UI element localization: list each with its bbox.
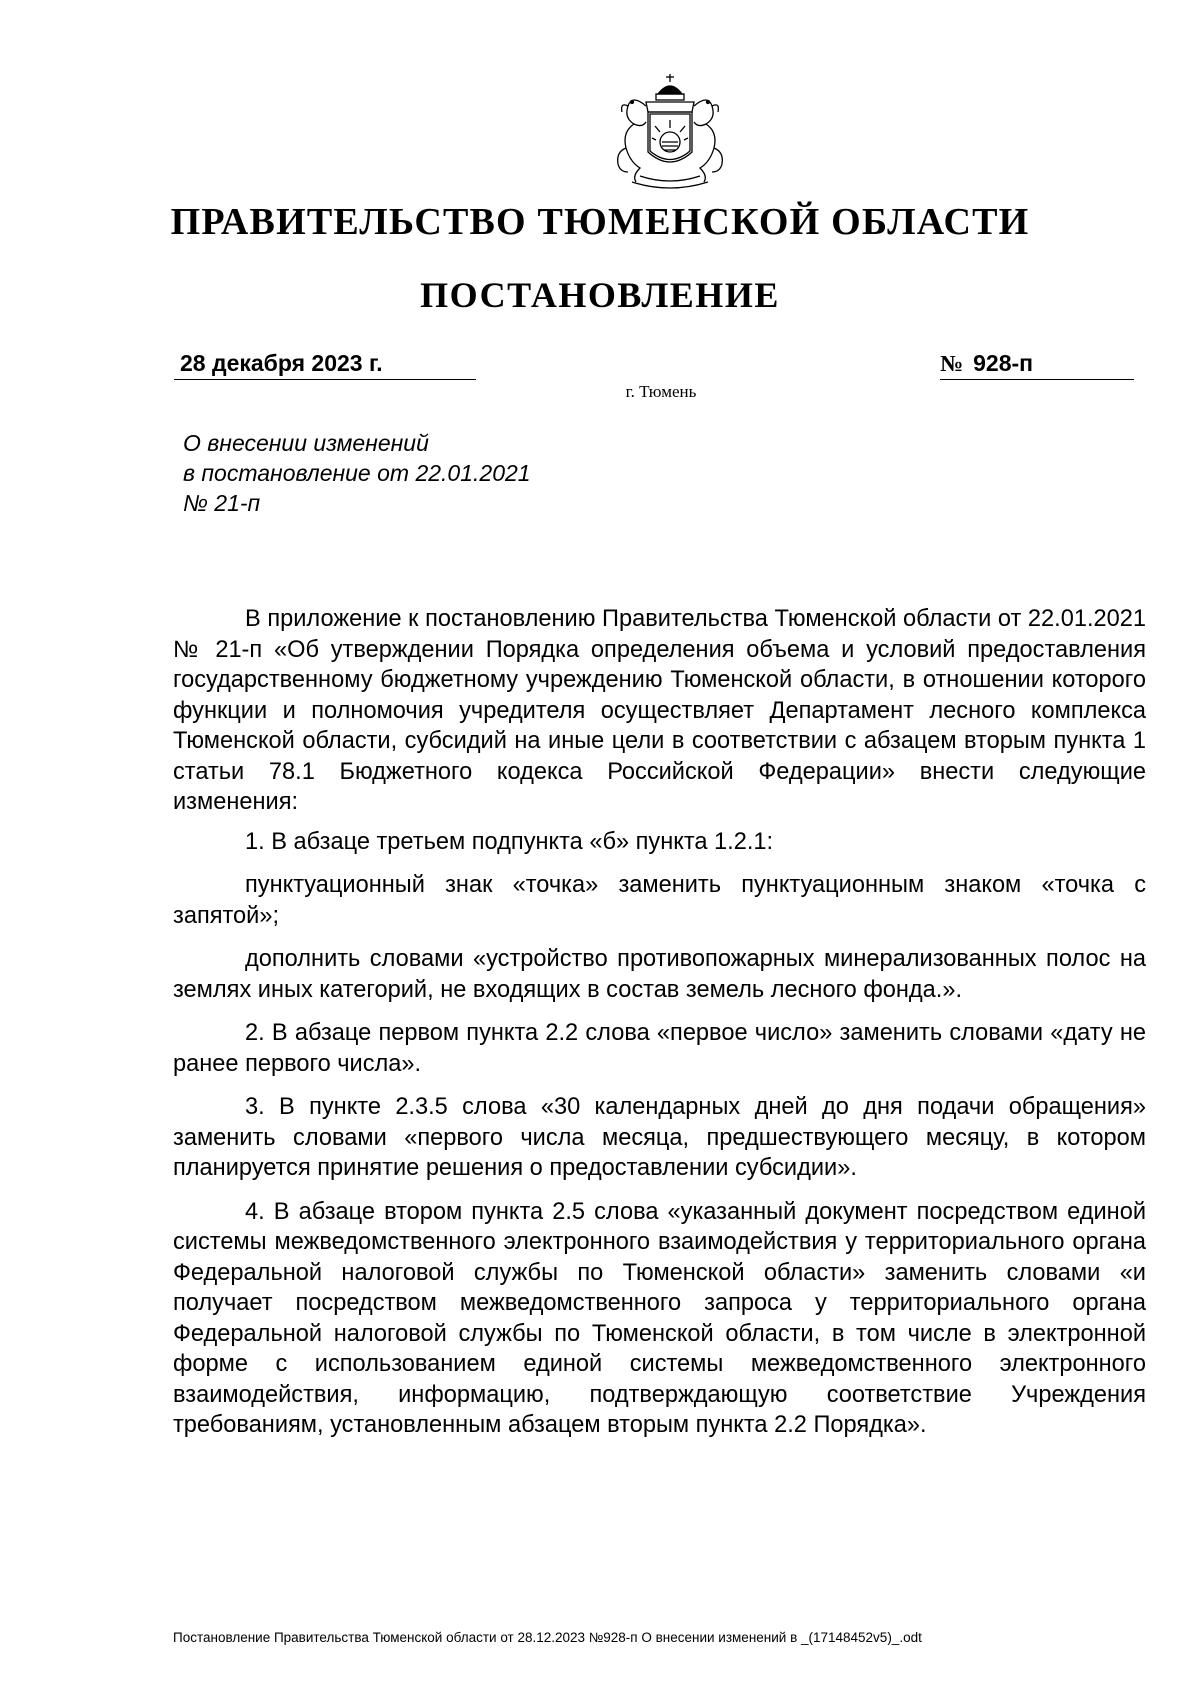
number-sign: № [940,351,964,376]
body-paragraph: 1. В абзаце третьем подпункта «б» пункта 1.2.1: [245,828,774,855]
body-paragraph: дополнить словами «устройство противопожарных минерализованных полос на землях иных категорий, не входящих в состав земель лесного фонда.». [173,946,1146,1003]
body-paragraph: 4. В абзаце втором пункта 2.5 слова «указанный документ посредством единой системы межведомственного электронного взаимодействия у территориального органа Федеральной налоговой службы по Тюменской области» заменить словами «и получает посредством межведомственного запроса у территориального органа Федеральной налоговой службы по Тюменской области, в том числе в электронной форме с использованием единой системы межведомственного электронного взаимодействия, информацию, подтверждающую соответствие Учреждения требованиям, установленным абзацем вторым пункта 2.2 Порядка». [173,1198,1146,1438]
document-body [173,604,1146,1454]
body-paragraph: пунктуационный знак «точка» заменить пунктуационным знаком «точка с запятой»; [173,872,1146,929]
subject-line: № 21-п [183,490,261,516]
organization-title: ПРАВИТЕЛЬСТВО ТЮМЕНСКОЙ ОБЛАСТИ [170,201,1030,243]
document-number-field [940,346,1134,380]
document-subject [183,428,683,518]
subject-line: О внесении изменений [183,430,429,456]
subject-line: в постановление от 22.01.2021 [183,460,531,486]
document-number: 928-п [973,350,1034,376]
body-paragraph: 2. В абзаце первом пункта 2.2 слова «первое число» заменить словами «дату не ранее первого числа». [173,1020,1146,1077]
document-date: 28 декабря 2023 г. [174,346,476,380]
city-name: г. Тюмень [625,382,697,401]
page-footer: Постановление Правительства Тюменской области от 28.12.2023 №928-п О внесении изменений в _(17148452v5)_.odt [173,1630,922,1645]
coat-of-arms-icon [592,72,748,192]
body-paragraph: 3. В пункте 2.3.5 слова «30 календарных дней до дня подачи обращения» заменить словами «первого числа месяца, предшествующего месяцу, в котором планируется принятие решения о предоставлении субсидии». [173,1094,1146,1181]
document-type: ПОСТАНОВЛЕНИЕ [420,275,780,315]
body-paragraph: В приложение к постановлению Правительства Тюменской области от 22.01.2021 № 21-п «Об утверждении Порядка определения объема и условий предоставления государственному бюджетному учреждению Тюменской области, в отношении которого функции и полномочия учредителя осуществляет Департамент лесного комплекса Тюменской области, субсидий на иные цели в соответствии с абзацем вторым пункта 1 статьи 78.1 Бюджетного кодекса Российской Федерации» внести следующие изменения: [173,606,1146,815]
